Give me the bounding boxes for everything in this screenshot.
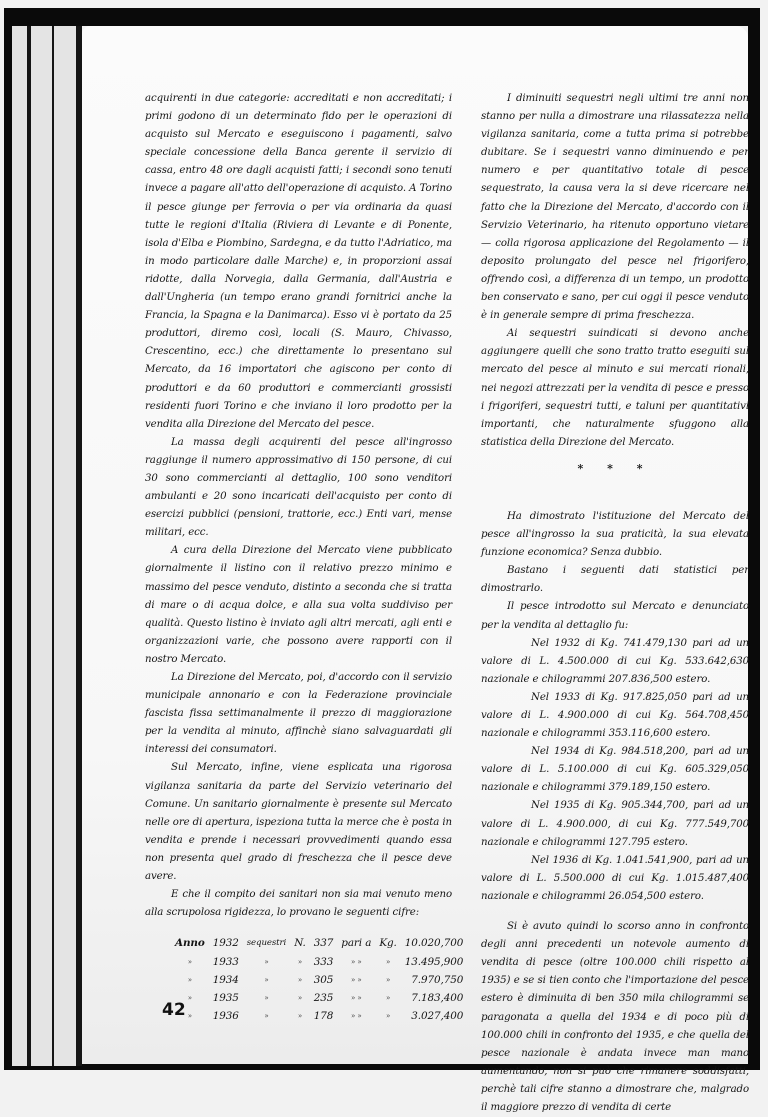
- cell-count: 235: [313, 991, 334, 1004]
- cell-count: 178: [313, 1010, 334, 1023]
- cell-pari: pari a: [341, 937, 372, 950]
- table-row: [171, 989, 467, 1007]
- scan-frame-top: [4, 8, 756, 26]
- section-break: * * *: [577, 461, 653, 475]
- paragraph: acquirenti in due categorie: accreditati e non accreditati; i primi godono di un determinato fido per le operazioni di acquisto sul Mercato e eseguiscono i pagamenti, salvo speciale concessione della Banca gerente il servizio di cassa, entro 48 ore dagli acquisti fatti; i secondi sono tenuti invece a pagare all'atto dell'operazione di acquisto. A Torino il pesce giunge per ferrovia o per via ordinaria da quasi tutte le regioni d'Italia (Riviera di Levante e di Ponente, isola d'Elba e Piombino, Sardegna, e da tutto l'Adriatico, ma in modo particolare dalle Marche) e, in proporzioni assai ridotte, dalla Norvegia, dalla Germania, dall'Austria e dall'Ungheria (un tempo erano grandi fornitrici anche la Francia, la Spagna e la Danimarca). Esso vi è portato da 25 produttori, diremo così, locali (S. Mauro, Chivasso, Crescentino, ecc.) che direttamente lo presentano sul Mercato, da 16 importatori che agiscono per conto di produttori e da 60 produttori e commercianti grossisti residenti fuori Torino e che inviano il loro prodotto per la vendita alla Direzione del Mercato del pesce.: [145, 93, 452, 430]
- right-column: [481, 90, 749, 1117]
- yearly-stat: Nel 1933 di Kg. 917.825,050 pari ad un valore di L. 4.900.000 di cui Kg. 564.708,450 nazionale e chilogrammi 353.116,600 estero.: [481, 691, 749, 740]
- paragraph: La massa degli acquirenti del pesce all'ingrosso raggiunge il numero approssimativo di 150 persone, di cui 30 sono commercianti al dettaglio, 100 sono venditori ambulanti e 20 sono incaricati dell'acquisto per conto di esercizi pubblici (pensioni, trattorie, ecc.) Enti vari, mense militari, ecc.: [145, 436, 452, 539]
- cell-qty: 3.027,400: [411, 1010, 464, 1023]
- cell-count: 333: [313, 955, 334, 968]
- cell-count: 337: [313, 937, 334, 950]
- cell-qty: 7.970,750: [411, 973, 464, 986]
- cell-qty: 7.183,400: [411, 991, 464, 1004]
- ditto-mark: »: [385, 1012, 391, 1021]
- ditto-mark: »: [187, 1012, 192, 1021]
- paragraph: Ha dimostrato l'istituzione del Mercato del pesce all'ingrosso la sua praticità, la sua elevata funzione economica? Senza dubbio.: [481, 510, 749, 559]
- yearly-stat: Nel 1932 di Kg. 741.479,130 pari ad un valore di L. 4.500.000 di cui Kg. 533.642,630 nazionale e chilogrammi 207.836,500 estero.: [481, 637, 749, 685]
- seizures-table: [171, 934, 467, 1025]
- cell-year: 1935: [212, 991, 239, 1004]
- cell-kg: Kg.: [379, 937, 397, 950]
- table-row: [171, 934, 467, 952]
- spacer: [481, 906, 749, 918]
- ditto-mark: »: [297, 993, 303, 1002]
- table-row: [171, 953, 467, 971]
- yearly-stat: Nel 1936 di Kg. 1.041.541,900, pari ad un valore di L. 5.500.000 di cui Kg. 1.015.487,400 nazionale e chilogrammi 26.054,500 estero.: [481, 854, 749, 902]
- paragraph: Sul Mercato, infine, viene esplicata una rigorosa vigilanza sanitaria da parte del Servizio veterinario del Comune. Un sanitario giornalmente è presente sul Mercato nelle ore di apertura, ispeziona tutta la merce che è posta in vendita e prende i necessari provvedimenti quando essa non presenta quel grado di freschezza che il pesce deve avere.: [145, 762, 452, 883]
- paragraph: Bastano i seguenti dati statistici per dimostrarlo.: [481, 565, 749, 595]
- cell-label: Anno: [175, 937, 205, 950]
- table-row: [171, 1007, 467, 1025]
- cell-count: 305: [313, 973, 334, 986]
- paragraph: La Direzione del Mercato, poi, d'accordo con il servizio municipale annonario e con la Federazione provinciale fascista fissa settimanalmente il prezzo di maggiorazione per la vendita al minuto, affinchè siano salvaguardati gli interessi dei consumatori.: [145, 672, 452, 756]
- cell-qty: 13.495,900: [404, 955, 464, 968]
- ditto-mark: »: [385, 975, 391, 984]
- paragraph: Ai sequestri suindicati si devono anche aggiungere quelli che sono tratto tratto eseguiti sul mercato del pesce al minuto e sui mercati rionali, nei negozi attrezzati per la vendita di pesce e presso i frigoriferi, sequestri tutti, e taluni per quantitativi importanti, che naturalmente sfuggono alla statistica della Direzione del Mercato.: [481, 328, 749, 448]
- ditto-mark: » »: [351, 975, 362, 984]
- cell-year: 1933: [212, 955, 239, 968]
- paragraph: Si è avuto quindi lo scorso anno in confronto degli anni precedenti un notevole aumento di vendita di pesce (oltre 100.000 chili rispetto al 1935) e se si tien conto che l'importazione del pesce estero è diminuita di ben 350 mila chilogrammi se paragonata a quella del 1934 e di poco più di 100.000 chili in confronto del 1935, e che quella del pesce nazionale è andata invece man mano aumentando, non si può che rimanere soddisfatti, perchè tali cifre stanno a dimostrare che, malgrado il maggiore prezzo di vendita di certe: [481, 921, 749, 1113]
- paragraph: E che il compito dei sanitari non sia mai venuto meno alla scrupolosa rigidezza, lo provano le seguenti cifre:: [145, 889, 452, 919]
- cell-word: sequestri: [246, 938, 287, 949]
- yearly-stat: Nel 1935 di Kg. 905.344,700, pari ad un valore di L. 4.900.000, di cui Kg. 777.549,700 nazionale e chilogrammi 127.795 estero.: [481, 800, 749, 848]
- cell-year: 1932: [212, 937, 239, 950]
- ditto-mark: »: [264, 975, 269, 984]
- left-column: [145, 90, 464, 1025]
- ditto-mark: »: [264, 993, 269, 1002]
- ditto-mark: »: [264, 1012, 269, 1021]
- paragraph: I diminuiti sequestri negli ultimi tre anni non stanno per nulla a dimostrare una rilassatezza nella vigilanza sanitaria, come a tutta prima si potrebbe dubitare. Se i sequestri vanno diminuendo e per numero e per quantitativo totale di pesce sequestrato, la causa vera la si deve ricercare nel fatto che la Direzione del Mercato, d'accordo con il Servizio Veterinario, ha ritenuto opportuno vietare — colla rigorosa applicazione del Regolamento — il deposito prolungato del pesce nel frigorifero, offrendo così, a differenza di un tempo, un prodotto ben conservato e sano, per cui oggi il pesce venduto è in generale sempre di prima freschezza.: [481, 93, 749, 322]
- cell-qty: 10.020,700: [404, 937, 464, 950]
- ditto-mark: »: [385, 993, 391, 1002]
- table-row: [171, 971, 467, 989]
- yearly-stat: Nel 1934 di Kg. 984.518,200, pari ad un valore di L. 5.100.000 di cui Kg. 605.329,050 nazionale e chilogrammi 379.189,150 estero.: [481, 746, 749, 794]
- page-number: 42: [162, 1000, 186, 1020]
- ditto-mark: »: [187, 993, 192, 1002]
- ditto-mark: » »: [351, 957, 362, 966]
- ditto-mark: »: [297, 1012, 303, 1021]
- scan-frame-left: [4, 8, 12, 1068]
- cell-year: 1936: [212, 1010, 239, 1023]
- cell-year: 1934: [212, 973, 239, 986]
- ditto-mark: »: [385, 957, 391, 966]
- ditto-mark: »: [187, 957, 192, 966]
- cell-n: N.: [294, 937, 306, 950]
- book-spine-page-edge: [31, 26, 53, 1066]
- ditto-mark: » »: [351, 1012, 362, 1021]
- paragraph: A cura della Direzione del Mercato viene pubblicato giornalmente il listino con il relativo prezzo minimo e massimo del pesce venduto, distinto a seconda che si tratta di mare o di acqua dolce, e alla sua volta suddiviso per qualità. Questo listino è inviato agli altri mercati, agli enti e organizzazioni varie, che possono avere rapporti con il nostro Mercato.: [145, 545, 452, 665]
- ditto-mark: »: [187, 975, 192, 984]
- ditto-mark: »: [297, 975, 303, 984]
- ditto-mark: »: [264, 957, 269, 966]
- paragraph: Il pesce introdotto sul Mercato e denunciato per la vendita al dettaglio fu:: [481, 601, 749, 631]
- book-spine-page-edge: [54, 26, 76, 1066]
- ditto-mark: » »: [351, 993, 362, 1002]
- scan-frame-right: [748, 8, 760, 1068]
- ditto-mark: »: [297, 957, 303, 966]
